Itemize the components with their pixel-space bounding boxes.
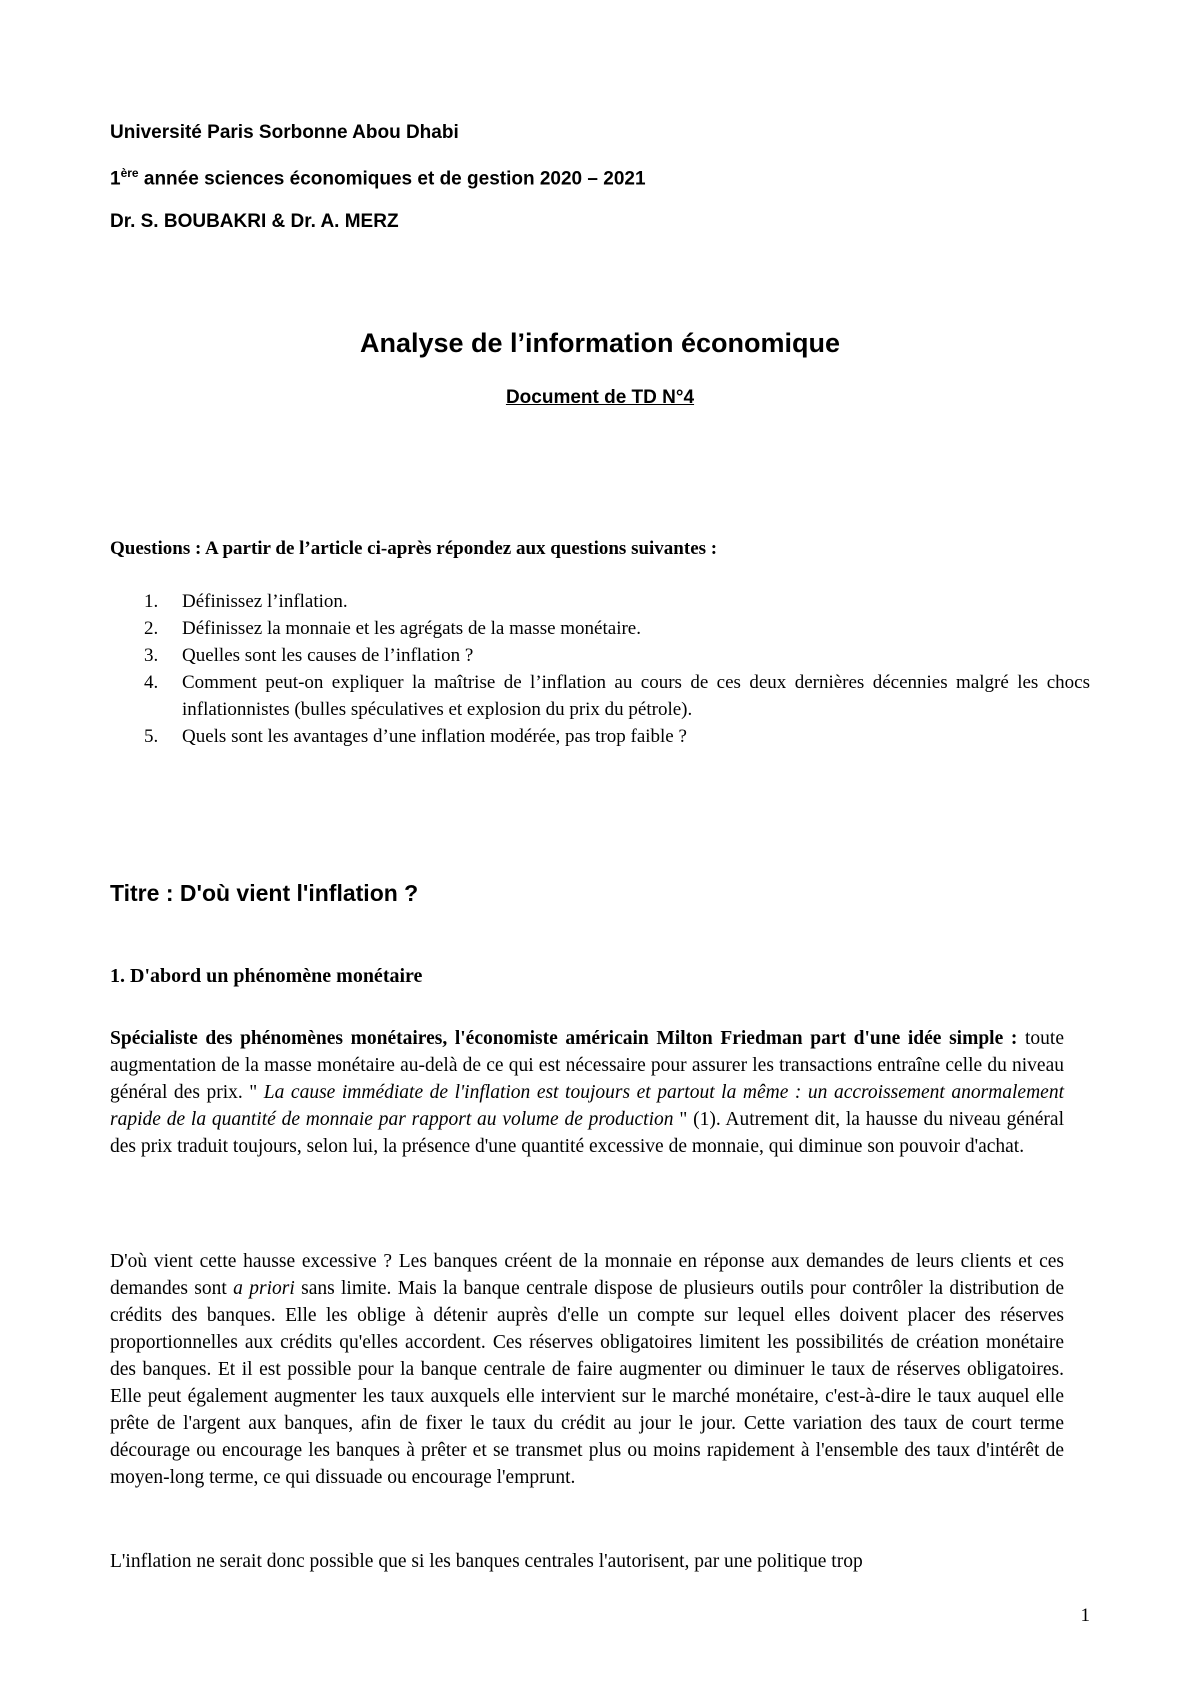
document-subtitle: Document de TD N°4	[505, 387, 695, 408]
section-heading: 1. D'abord un phénomène monétaire	[110, 965, 423, 987]
question-text: Définissez l’inflation.	[182, 591, 348, 612]
questions-list	[110, 588, 1090, 750]
paragraph-text: toute augmentation de la masse monétaire au-delà de ce qui est nécessaire pour assurer les transactions entraîne celle du niveau général des prix. "	[110, 1028, 1064, 1103]
paragraph-lead-bold: Spécialiste des phénomènes monétaires, l'économiste américain Milton Friedman part d'une idée simple :	[110, 1028, 1018, 1049]
academic-year-line	[110, 166, 646, 190]
question-number: 1.	[144, 591, 159, 612]
question-item	[110, 615, 1090, 642]
question-number: 5.	[144, 726, 159, 747]
question-text: Quelles sont les causes de l’inflation ?	[182, 645, 474, 666]
article-title: Titre : D'où vient l'inflation ?	[110, 880, 419, 906]
paragraph-text: D'où vient cette hausse excessive ? Les banques créent de la monnaie en réponse aux demandes de leurs clients et ces demandes sont	[110, 1251, 1064, 1299]
question-item	[110, 723, 1090, 750]
year-superscript: ère	[120, 166, 139, 180]
question-number: 2.	[144, 618, 159, 639]
article-paragraph-2	[110, 1248, 1064, 1491]
question-text: Définissez la monnaie et les agrégats de la masse monétaire.	[182, 618, 641, 639]
document-title: Analyse de l’information économique	[359, 328, 841, 358]
questions-heading: Questions : A partir de l’article ci-après répondez aux questions suivantes :	[110, 538, 718, 559]
question-text: Comment peut-on expliquer la maîtrise de l’inflation au cours de ces deux dernières décennies malgré les chocs inflationnistes (bulles spéculatives et explosion du prix du pétrole).	[182, 672, 1090, 720]
question-text: Quels sont les avantages d’une inflation modérée, pas trop faible ?	[182, 726, 687, 747]
year-rest: année sciences économiques et de gestion 2020 – 2021	[138, 168, 646, 190]
question-item	[110, 669, 1090, 723]
question-item	[110, 642, 1090, 669]
question-number: 3.	[144, 645, 159, 666]
authors-line: Dr. S. BOUBAKRI & Dr. A. MERZ	[110, 211, 399, 232]
italic-term: a priori	[233, 1278, 295, 1299]
university-name: Université Paris Sorbonne Abou Dhabi	[110, 122, 459, 143]
article-paragraph-3: L'inflation ne serait donc possible que si les banques centrales l'autorisent, par une politique trop	[110, 1551, 863, 1572]
paragraph-text: sans limite. Mais la banque centrale dispose de plusieurs outils pour contrôler la distribution de crédits des banques. Elle les oblige à détenir auprès d'elle un compte sur lequel elles doivent placer des réserves proportionnelles aux crédits qu'elles accordent. Ces réserves obligatoires limitent les possibilités de création monétaire des banques. Et il est possible pour la banque centrale de faire augmenter ou diminuer le taux de réserves obligatoires. Elle peut également augmenter les taux auxquels elle intervient sur le marché monétaire, c'est-à-dire le taux auquel elle prête de l'argent aux banques, afin de fixer le taux du crédit au jour le jour. Cette variation des taux de court terme décourage ou encourage les banques à prêter et se transmet plus ou moins rapidement à l'ensemble des taux d'intérêt de moyen-long terme, ce qui dissuade ou encourage l'emprunt.	[110, 1278, 1065, 1488]
question-item	[110, 588, 1090, 615]
year-prefix: 1	[110, 168, 121, 190]
friedman-quote: La cause immédiate de l'inflation est toujours et partout la même : un accroissement anormalement rapide de la quantité de monnaie par rapport au volume de production	[110, 1082, 1064, 1130]
page-number: 1	[1080, 1605, 1090, 1626]
article-paragraph-1	[110, 1025, 1064, 1160]
paragraph-text: " (1). Autrement dit, la hausse du niveau général des prix traduit toujours, selon lui, la présence d'une quantité excessive de monnaie, qui diminue son pouvoir d'achat.	[110, 1109, 1064, 1157]
question-number: 4.	[144, 672, 159, 693]
